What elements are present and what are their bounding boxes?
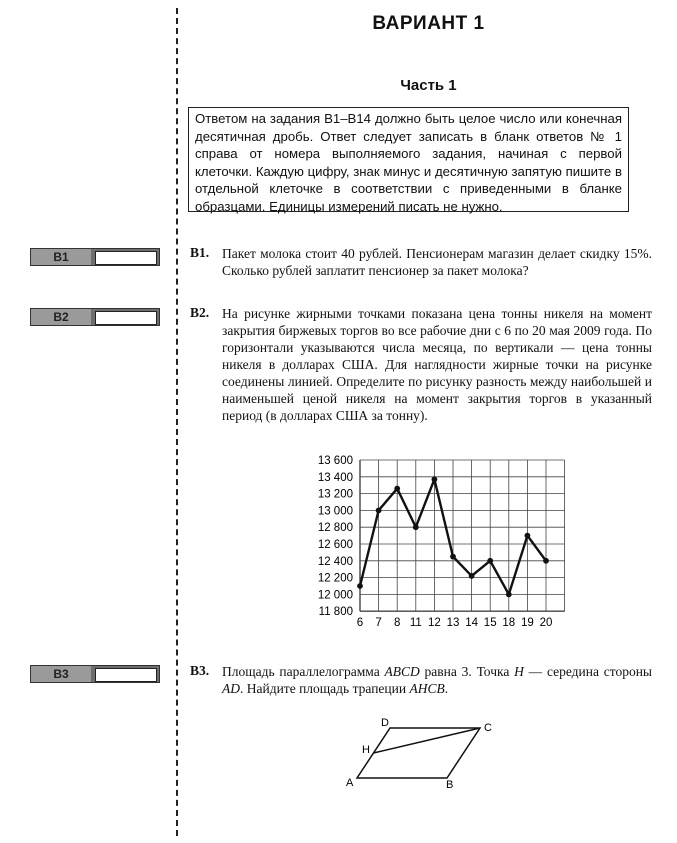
label-c: C: [484, 722, 492, 734]
data-point: [525, 533, 531, 539]
data-point: [506, 592, 512, 598]
task-number: В2.: [190, 305, 210, 320]
x-tick-label: 13: [446, 617, 460, 630]
data-point: [450, 554, 456, 560]
variant-title: ВАРИАНТ 1: [372, 13, 485, 34]
data-point: [543, 558, 549, 564]
y-tick-label: 12 800: [317, 522, 353, 535]
task-number: В3.: [190, 663, 210, 678]
x-tick-label: 18: [502, 617, 516, 630]
x-tick-label: 20: [539, 617, 553, 630]
badge-label: В2: [31, 309, 91, 325]
answer-field-b3[interactable]: [30, 665, 160, 683]
answer-box[interactable]: [95, 251, 157, 265]
y-tick-label: 12 600: [317, 539, 353, 551]
answer-box[interactable]: [95, 668, 157, 682]
x-tick-label: 15: [483, 617, 497, 630]
task-number: В1.: [190, 245, 210, 260]
answer-box[interactable]: [95, 311, 157, 325]
label-d: D: [381, 717, 389, 729]
badge-label: В3: [31, 666, 91, 682]
x-tick-label: 19: [521, 617, 534, 630]
label-h: H: [362, 744, 370, 756]
y-tick-label: 12 000: [317, 589, 353, 602]
badge-label: В1: [31, 249, 91, 265]
x-tick-label: 12: [428, 617, 441, 630]
task-text: Пакет молока стоит 40 рублей. Пенсионерам магазин делает скидку 15%. Сколько рублей заплатит пенсионер за пакет молока?: [222, 246, 652, 278]
x-tick-label: 8: [393, 617, 401, 630]
label-b: B: [446, 779, 454, 791]
data-point: [432, 476, 438, 482]
label-a: A: [346, 777, 354, 789]
x-tick-label: 11: [409, 617, 422, 630]
data-point: [394, 486, 400, 492]
data-point: [376, 508, 382, 514]
parallelogram-figure: [340, 712, 500, 794]
task-text: На рисунке жирными точками показана цена тонны никеля на момент закрытия биржевых торгов во все рабочие дни с 6 по 20 мая 2009 года. По горизонтали указываются числа месяца, по вертикали — цена тонны никеля в долларах США. Для наглядности жирные точки на рисунке соединены линией. Определите по рисунку разность между наибольшей и наименьшей ценой никеля на момент закрытия торгов в указанный период (в долларах США за тонну).: [222, 306, 652, 423]
x-tick-label: 6: [356, 617, 364, 630]
cut-line: [176, 8, 178, 836]
answer-field-b1[interactable]: [30, 248, 160, 266]
x-tick-label: 7: [375, 617, 382, 630]
y-tick-label: 13 400: [317, 471, 353, 484]
data-point: [469, 573, 475, 579]
part-title: Часть 1: [400, 77, 457, 94]
answer-field-b2[interactable]: [30, 308, 160, 326]
data-point: [357, 583, 363, 589]
data-point: [487, 558, 493, 564]
nickel-price-chart: [290, 448, 580, 638]
y-tick-label: 13 000: [317, 505, 353, 518]
y-tick-label: 13 600: [317, 455, 353, 467]
y-tick-label: 13 200: [317, 488, 353, 501]
y-tick-label: 11 800: [318, 606, 353, 619]
y-tick-label: 12 200: [317, 572, 353, 585]
task-text: Площадь параллелограмма ABCD равна 3. Точка H — середина стороны AD. Найдите площадь трапеции AHCB.: [222, 664, 652, 696]
segment-hc: [374, 728, 481, 753]
data-point: [413, 524, 419, 530]
instructions-box: Ответом на задания В1–В14 должно быть целое число или конечная десятичная дробь. Ответ следует записать в бланк ответов № 1 справа от номера выполняемого задания, начиная с первой клеточки. Каждую цифру, знак минус и десятичную запятую пишите в отдельной клеточке в соответствии с приведенными в бланке образцами. Единицы измерений писать не нужно.: [188, 107, 629, 212]
y-tick-label: 12 400: [317, 555, 353, 568]
x-tick-label: 14: [465, 617, 478, 630]
